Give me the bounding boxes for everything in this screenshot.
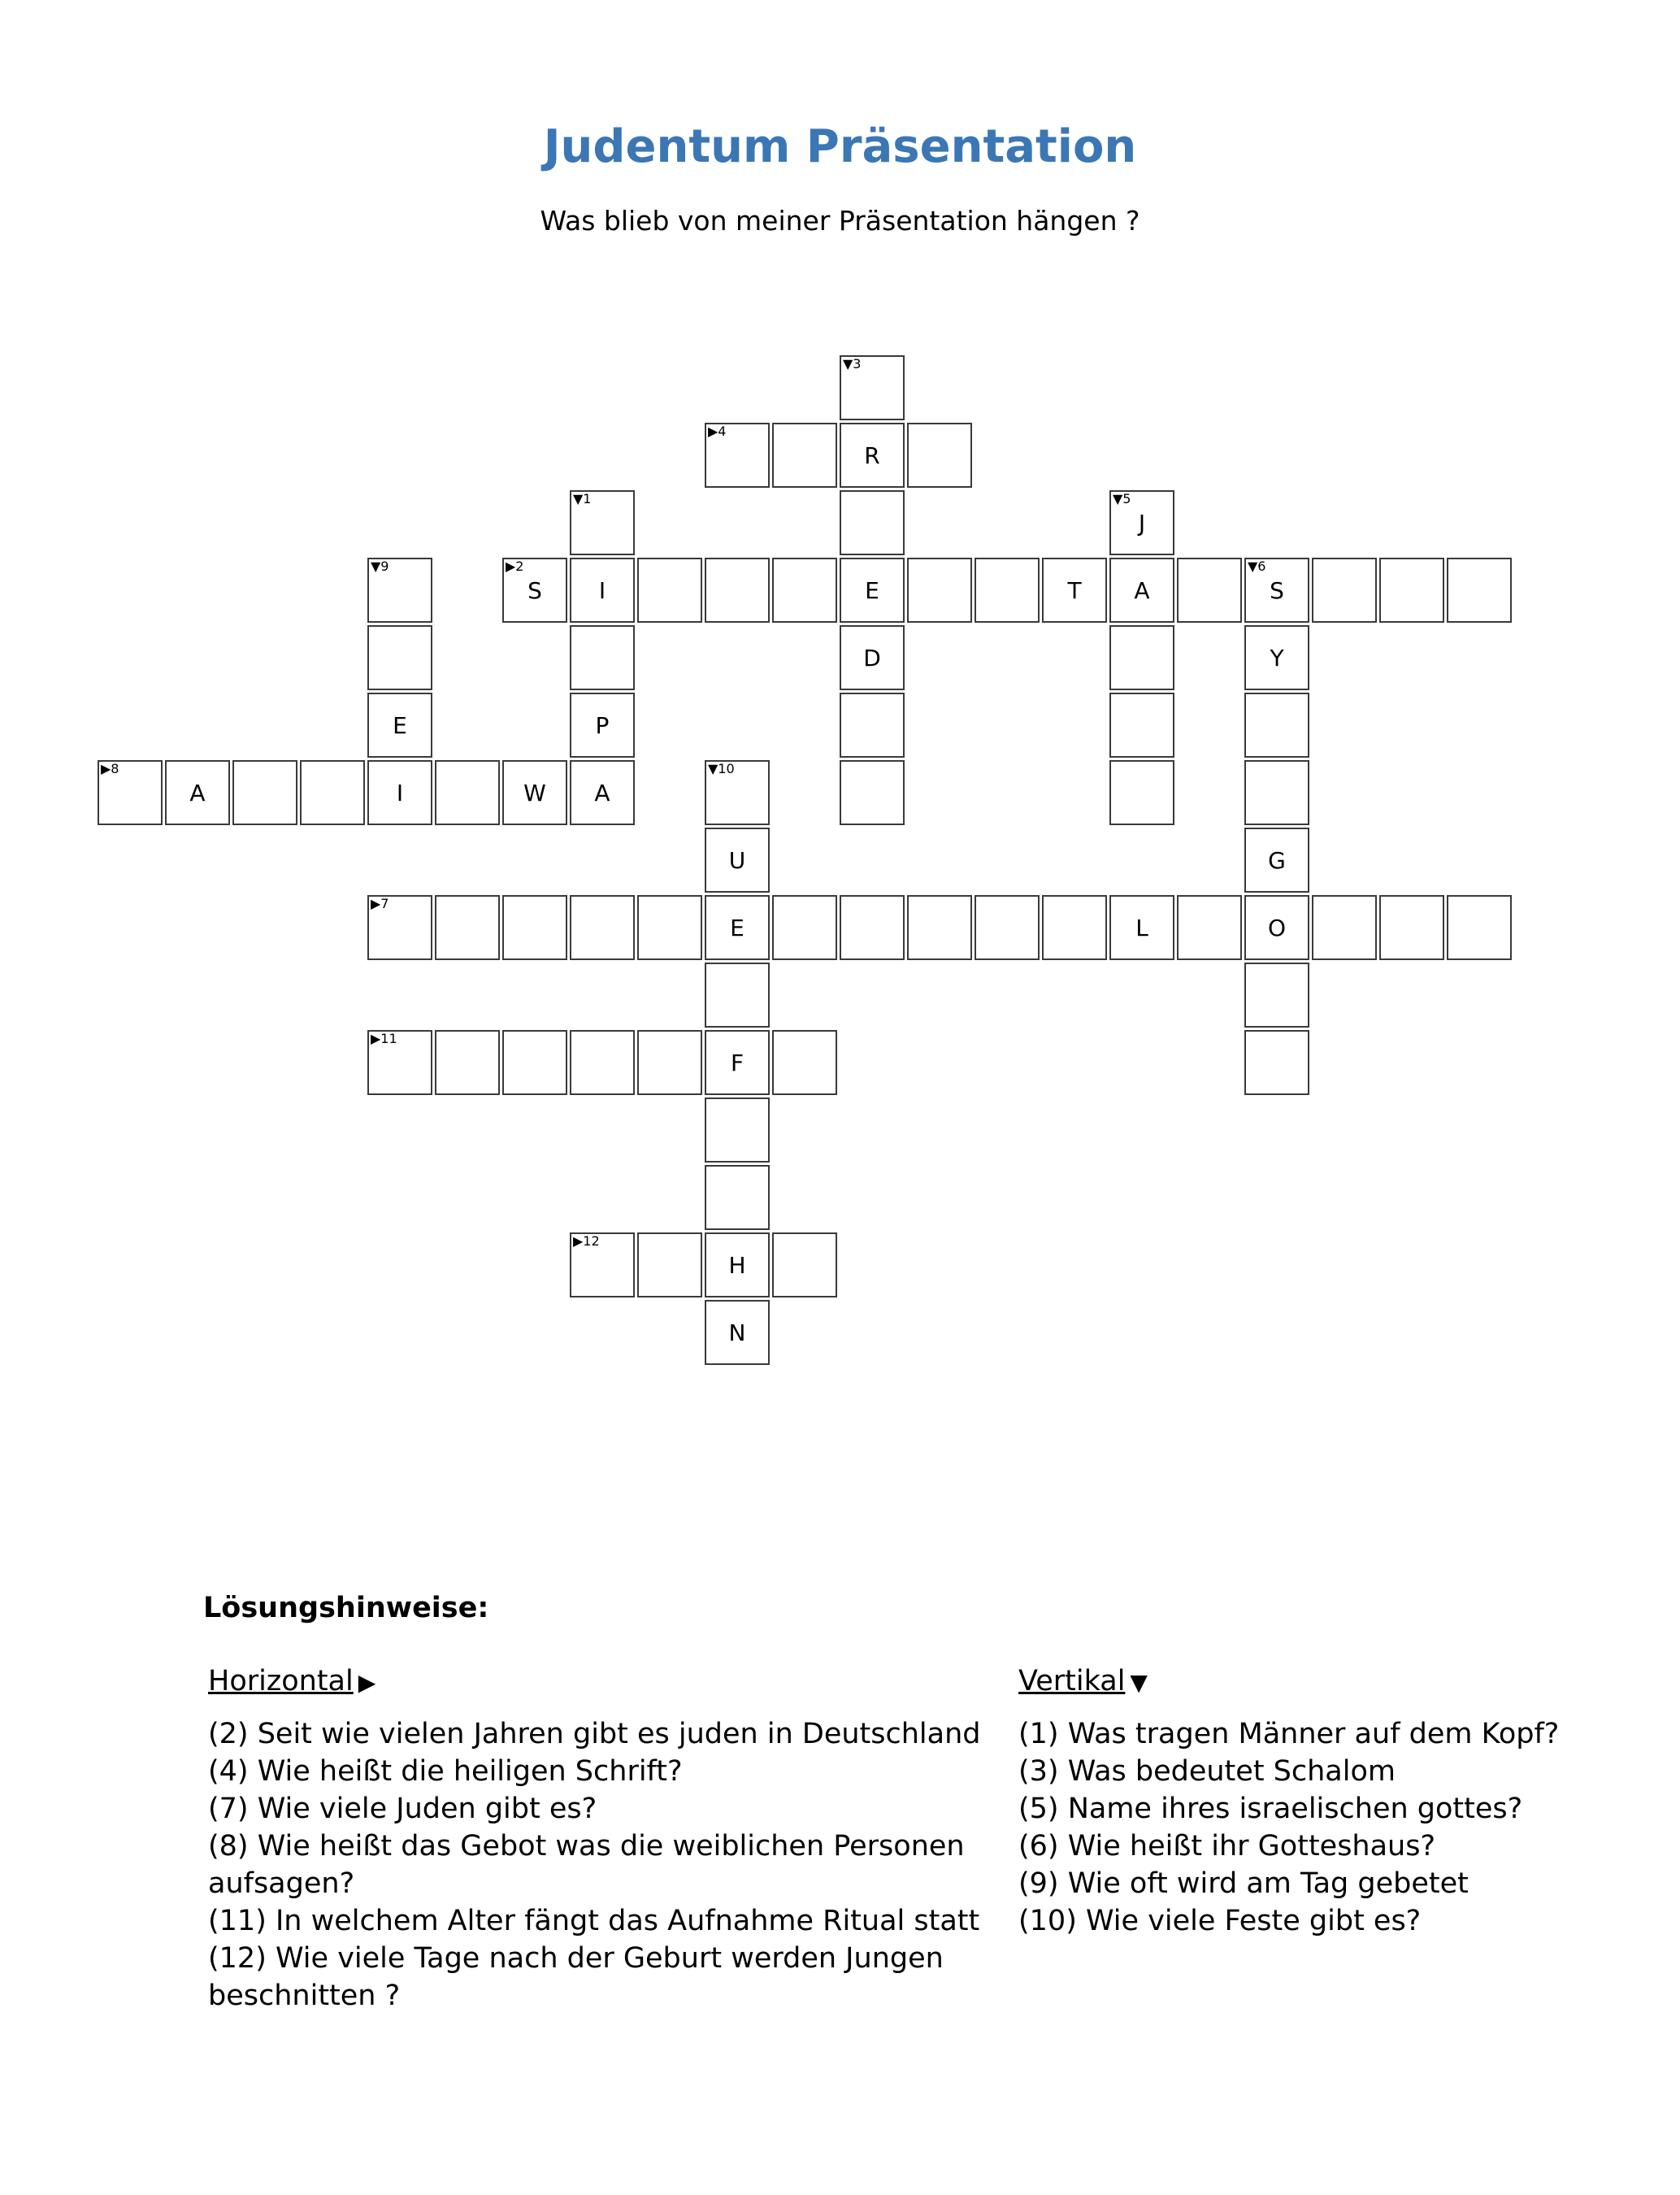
cell-letter: G [1268, 846, 1286, 874]
cell-letter: D [863, 644, 881, 672]
crossword-cell[interactable] [637, 558, 702, 623]
crossword-cell[interactable] [705, 1165, 770, 1230]
crossword-cell[interactable] [1042, 558, 1107, 623]
crossword-cell[interactable] [705, 423, 770, 488]
crossword-cell[interactable] [840, 490, 905, 555]
clue-number: ▶11 [371, 1031, 397, 1046]
crossword-cell[interactable] [502, 558, 567, 623]
crossword-cell[interactable] [1312, 895, 1377, 960]
crossword-cell[interactable] [1109, 895, 1174, 960]
horizontal-clue: (7) Wie viele Juden gibt es? [208, 1793, 597, 1825]
crossword-cell[interactable] [907, 895, 972, 960]
vertical-clue: (9) Wie oft wird am Tag gebetet [1018, 1867, 1469, 1900]
cell-letter: Y [1270, 644, 1284, 672]
vertical-clue: (10) Wie viele Feste gibt es? [1018, 1905, 1422, 1937]
crossword-cell[interactable] [1109, 490, 1174, 555]
crossword-cell[interactable] [705, 1098, 770, 1163]
hints-heading: Lösungshinweise: [203, 1592, 489, 1624]
crossword-cell[interactable] [1042, 895, 1107, 960]
crossword-cell[interactable] [570, 693, 635, 758]
crossword-cell[interactable] [367, 1030, 432, 1095]
cell-letter: R [864, 441, 880, 469]
crossword-cell[interactable] [705, 760, 770, 825]
clue-number: ▶4 [708, 424, 727, 439]
crossword-cell[interactable] [705, 963, 770, 1028]
crossword-cell[interactable] [165, 760, 230, 825]
clue-number: ▼6 [1248, 559, 1266, 574]
crossword-cell[interactable] [1244, 558, 1309, 623]
clue-number: ▶7 [371, 896, 389, 911]
crossword-cell[interactable] [772, 423, 837, 488]
clue-number: ▼5 [1113, 491, 1131, 506]
cell-letter: T [1067, 576, 1082, 604]
clue-number: ▶12 [573, 1233, 600, 1249]
crossword-cell[interactable] [1244, 760, 1309, 825]
down-arrow-icon: ▼ [1130, 1669, 1148, 1696]
cell-letter: O [1267, 914, 1287, 941]
crossword-cell[interactable] [1177, 558, 1242, 623]
crossword-cell[interactable] [840, 558, 905, 623]
horizontal-clue-list [208, 1715, 988, 2015]
crossword-cell[interactable] [705, 828, 770, 893]
horizontal-clue: (11) In welchem Alter fängt das Aufnahme Ritual statt [208, 1905, 980, 1937]
crossword-cell[interactable] [570, 895, 635, 960]
crossword-cell[interactable] [367, 558, 432, 623]
crossword-cell[interactable] [502, 760, 567, 825]
crossword-cell[interactable] [705, 1232, 770, 1297]
crossword-cell[interactable] [502, 1030, 567, 1095]
crossword-cell[interactable] [975, 895, 1040, 960]
cell-letter: A [594, 779, 610, 806]
crossword-cell[interactable] [570, 1232, 635, 1297]
crossword-cell[interactable] [570, 1030, 635, 1095]
vertical-clue: (3) Was bedeutet Schalom [1018, 1755, 1396, 1788]
crossword-cell[interactable] [772, 895, 837, 960]
crossword-cell[interactable] [840, 423, 905, 488]
crossword-cell[interactable] [840, 895, 905, 960]
crossword-cell[interactable] [1244, 895, 1309, 960]
crossword-cell[interactable] [1447, 558, 1512, 623]
horizontal-clue: (2) Seit wie vielen Jahren gibt es juden in Deutschland [208, 1718, 981, 1750]
crossword-cell[interactable] [1109, 558, 1174, 623]
crossword-cell[interactable] [772, 558, 837, 623]
cell-letter: A [189, 779, 206, 806]
crossword-cell[interactable] [1244, 828, 1309, 893]
vertical-label: Vertikal [1018, 1665, 1126, 1697]
vertical-clue: (6) Wie heißt ihr Gotteshaus? [1018, 1830, 1436, 1862]
clue-number: ▼10 [708, 761, 735, 776]
horizontal-clue: (8) Wie heißt das Gebot was die weiblichen Personen aufsagen? [208, 1830, 965, 1900]
cell-letter: S [1270, 576, 1284, 604]
cell-letter: W [523, 779, 546, 806]
crossword-cell[interactable] [300, 760, 365, 825]
cell-letter: U [728, 846, 746, 874]
cell-letter: S [527, 576, 542, 604]
horizontal-clue: (4) Wie heißt die heiligen Schrift? [208, 1755, 683, 1788]
page-subtitle: Was blieb von meiner Präsentation hängen ? [540, 205, 1140, 237]
crossword-cell[interactable] [840, 760, 905, 825]
crossword-cell[interactable] [367, 895, 432, 960]
crossword-cell[interactable] [907, 423, 972, 488]
crossword-cell[interactable] [907, 558, 972, 623]
crossword-cell[interactable] [367, 693, 432, 758]
cell-letter: J [1138, 509, 1146, 537]
horizontal-heading [208, 1665, 376, 1697]
cell-letter: E [865, 576, 879, 604]
clue-number: ▼1 [573, 491, 592, 506]
crossword-cell[interactable] [502, 895, 567, 960]
cell-letter: P [595, 711, 610, 739]
crossword-cell[interactable] [435, 895, 500, 960]
crossword-cell[interactable] [1109, 625, 1174, 690]
cell-letter: F [730, 1049, 744, 1076]
crossword-cell[interactable] [367, 760, 432, 825]
vertical-clue: (5) Name ihres israelischen gottes? [1018, 1793, 1523, 1825]
crossword-cell[interactable] [840, 625, 905, 690]
clue-number: ▼3 [843, 356, 862, 372]
cell-letter: E [730, 914, 744, 941]
crossword-cell[interactable] [840, 355, 905, 420]
cell-letter: H [728, 1251, 746, 1279]
crossword-cell[interactable] [705, 895, 770, 960]
cell-letter: A [1134, 576, 1150, 604]
crossword-cell[interactable] [367, 625, 432, 690]
crossword-cell[interactable] [1109, 693, 1174, 758]
crossword-cell[interactable] [435, 760, 500, 825]
crossword-cell[interactable] [1379, 558, 1444, 623]
crossword-cell[interactable] [975, 558, 1040, 623]
crossword-cell[interactable] [705, 558, 770, 623]
page-title: Judentum Präsentation [543, 120, 1137, 173]
crossword-cell[interactable] [1244, 963, 1309, 1028]
vertical-clue: (1) Was tragen Männer auf dem Kopf? [1018, 1718, 1560, 1750]
cell-letter: I [598, 576, 606, 604]
crossword-cell[interactable] [570, 625, 635, 690]
horizontal-label: Horizontal [208, 1665, 354, 1697]
horizontal-clue: (12) Wie viele Tage nach der Geburt werden Jungen beschnitten ? [208, 1942, 944, 2012]
crossword-cell[interactable] [98, 760, 163, 825]
crossword-cell[interactable] [232, 760, 297, 825]
cell-letter: E [393, 711, 407, 739]
crossword-cell[interactable] [840, 693, 905, 758]
crossword-cell[interactable] [435, 1030, 500, 1095]
cell-letter: I [396, 779, 404, 806]
crossword-cell[interactable] [1177, 895, 1242, 960]
right-arrow-icon: ▶ [358, 1669, 376, 1696]
crossword-cell[interactable] [772, 1232, 837, 1297]
crossword-cell[interactable] [637, 1232, 702, 1297]
crossword-cell[interactable] [1312, 558, 1377, 623]
clue-number: ▶8 [101, 761, 119, 776]
crossword-cell[interactable] [1244, 1030, 1309, 1095]
vertical-clue-list [1018, 1715, 1652, 1940]
crossword-cell[interactable] [570, 760, 635, 825]
crossword-cell[interactable] [637, 895, 702, 960]
clue-number: ▼9 [371, 559, 389, 574]
clue-number: ▶2 [506, 559, 524, 574]
cell-letter: L [1135, 914, 1148, 941]
crossword-cell[interactable] [570, 490, 635, 555]
crossword-cell[interactable] [1244, 693, 1309, 758]
crossword-cell[interactable] [637, 1030, 702, 1095]
crossword-cell[interactable] [1244, 625, 1309, 690]
crossword-cell[interactable] [772, 1030, 837, 1095]
crossword-cell[interactable] [1379, 895, 1444, 960]
crossword-cell[interactable] [705, 1300, 770, 1365]
crossword-cell[interactable] [1109, 760, 1174, 825]
vertical-heading [1018, 1665, 1148, 1697]
crossword-cell[interactable] [1447, 895, 1512, 960]
cell-letter: N [728, 1319, 746, 1346]
crossword-cell[interactable] [570, 558, 635, 623]
crossword-cell[interactable] [705, 1030, 770, 1095]
